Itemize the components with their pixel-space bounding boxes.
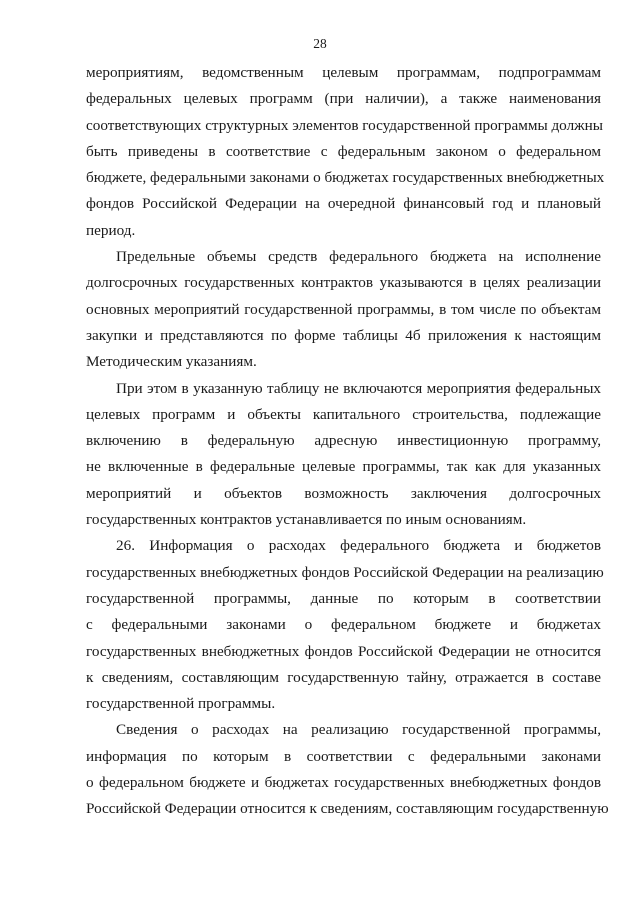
paragraph-4: [86, 533, 604, 717]
page-number: 28: [313, 36, 327, 51]
text-line: информация по которым в соответствии с федеральными законами: [86, 747, 601, 765]
text-line: целевых программ и объекты капитального строительства, подлежащие: [86, 405, 601, 423]
text-line: государственных контрактов устанавливается по иным основаниям.: [86, 511, 527, 529]
body-text: [86, 60, 609, 823]
text-line: государственных внебюджетных фондов Российской Федерации на реализацию: [86, 563, 604, 581]
text-line: мероприятий и объектов возможность заключения долгосрочных: [86, 484, 601, 502]
text-line: закупки и представляются по форме таблицы 4б приложения к настоящим: [86, 326, 601, 344]
text-line: фондов Российской Федерации на очередной финансовый год и плановый: [86, 195, 601, 213]
text-line: Сведения о расходах на реализацию государственной программы,: [116, 721, 601, 739]
text-line: Российской Федерации относится к сведениям, составляющим государственную: [86, 800, 609, 818]
paragraph-3: [86, 376, 601, 534]
text-line: о федеральном бюджете и бюджетах государственных внебюджетных фондов: [86, 774, 601, 792]
text-line: быть приведены в соответствие с федеральным законом о федеральном: [86, 142, 601, 160]
text-line: 26. Информация о расходах федерального бюджета и бюджетов: [116, 537, 601, 555]
text-line: к сведениям, составляющим государственную тайну, отражается в составе: [86, 668, 601, 686]
text-line: соответствующих структурных элементов государственной программы должны: [86, 116, 603, 134]
text-line: период.: [86, 221, 136, 239]
paragraph-2: [86, 244, 601, 375]
text-line: бюджете, федеральными законами о бюджетах государственных внебюджетных: [86, 169, 605, 187]
text-line: государственной программы.: [86, 695, 276, 713]
text-line: Предельные объемы средств федерального бюджета на исполнение: [116, 248, 601, 266]
text-line: не включенные в федеральные целевые программы, так как для указанных: [86, 458, 601, 476]
text-line: государственной программы, данные по которым в соответствии: [86, 589, 601, 607]
text-line: включению в федеральную адресную инвестиционную программу,: [86, 432, 601, 450]
text-line: долгосрочных государственных контрактов указываются в целях реализации: [86, 274, 601, 292]
paragraph-5: [86, 717, 609, 822]
text-line: Методическим указаниям.: [86, 353, 257, 371]
text-line: основных мероприятий государственной программы, в том числе по объектам: [86, 300, 601, 318]
text-line: с федеральными законами о федеральном бюджете и бюджетах: [86, 616, 601, 634]
text-line: федеральных целевых программ (при наличии), а также наименования: [86, 90, 601, 108]
text-line: мероприятиям, ведомственным целевым программам, подпрограммам: [86, 64, 601, 81]
text-line: государственных внебюджетных фондов Российской Федерации не относится: [86, 642, 601, 660]
text-line: При этом в указанную таблицу не включаются мероприятия федеральных: [116, 379, 601, 397]
paragraph-1: [86, 60, 605, 244]
